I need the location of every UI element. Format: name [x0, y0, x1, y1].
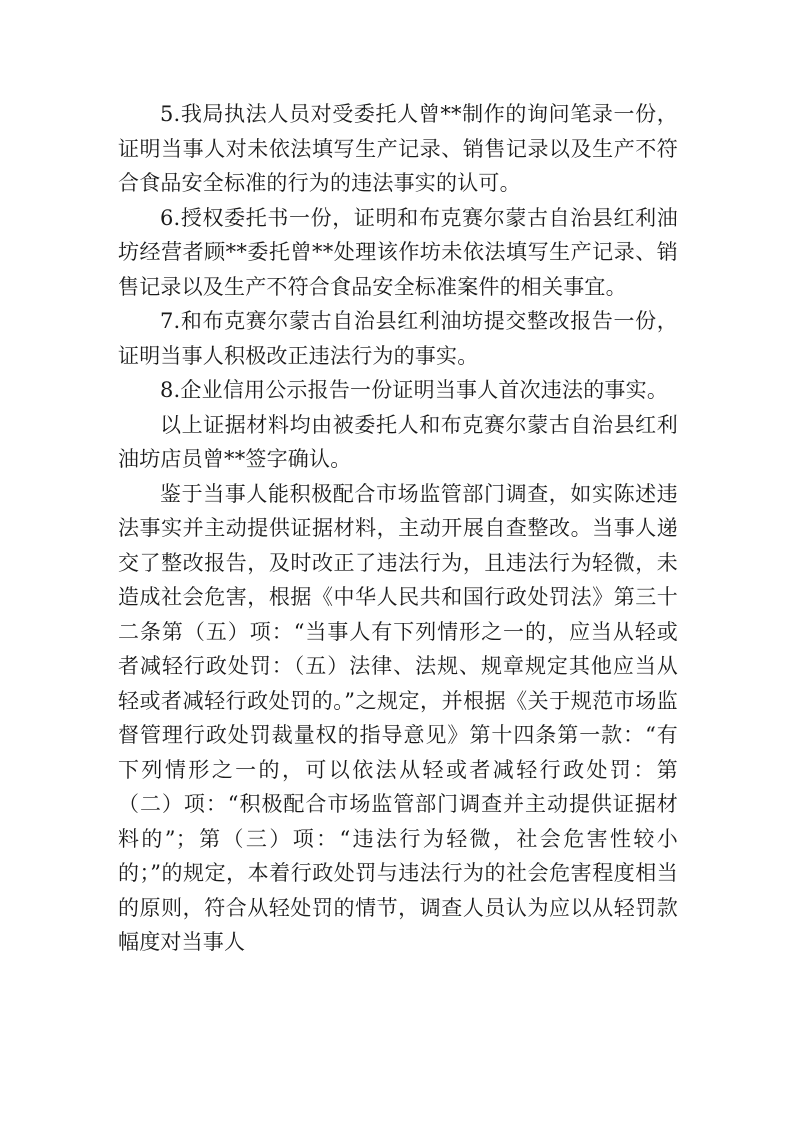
evidence-item-7: 7.和布克赛尔蒙古自治县红利油坊提交整改报告一份，证明当事人积极改正违法行为的事实。	[118, 309, 678, 368]
evidence-item-6: 6.授权委托书一份，证明和布克赛尔蒙古自治县红利油坊经营者顾**委托曾**处理该作坊未依法填写生产记录、销售记录以及生产不符合食品安全标准案件的相关事宜。	[118, 205, 678, 299]
document-body	[118, 97, 678, 960]
evidence-confirmation: 以上证据材料均由被委托人和布克赛尔蒙古自治县红利油坊店员曾**签字确认。	[118, 412, 678, 471]
evidence-item-8: 8.企业信用公示报告一份证明当事人首次违法的事实。	[160, 378, 669, 402]
penalty-reasoning: 鉴于当事人能积极配合市场监管部门调查，如实陈述违法事实并主动提供证据材料，主动开展自查整改。当事人递交了整改报告，及时改正了违法行为，且违法行为轻微，未造成社会危害，根据《中华人民共和国行政处罚法》第三十二条第（五）项：“当事人有下列情形之一的，应当从轻或者减轻行政处罚：（五）法律、法规、规章规定其他应当从轻或者减轻行政处罚的。”之规定，并根据《关于规范市场监督管理行政处罚裁量权的指导意见》第十四条第一款：“有下列情形之一的，可以依法从轻或者减轻行政处罚：第（二）项：“积极配合市场监管部门调查并主动提供证据材料的”；第（三）项：“违法行为轻微，社会危害性较小的；”的规定，本着行政处罚与违法行为的社会危害程度相当的原则，符合从轻处罚的情节，调查人员认为应以从轻罚款幅度对当事人	[118, 481, 678, 954]
evidence-item-5: 5.我局执法人员对受委托人曾**制作的询问笔录一份，证明当事人对未依法填写生产记录、销售记录以及生产不符合食品安全标准的行为的违法事实的认可。	[118, 102, 678, 195]
